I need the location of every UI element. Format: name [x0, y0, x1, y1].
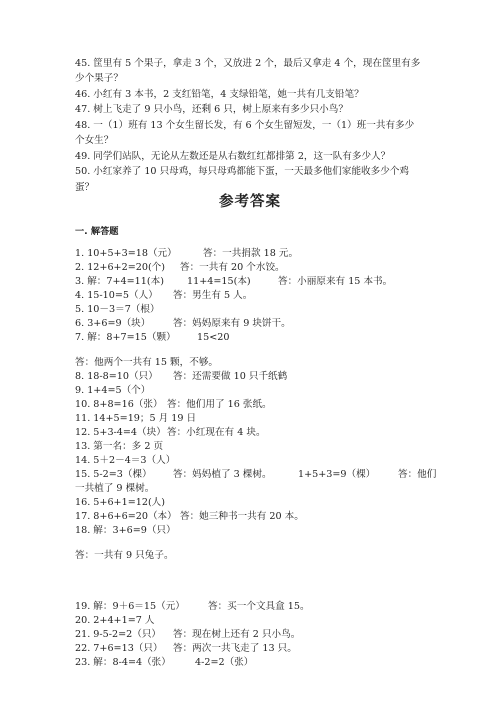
answer-text: 答：两次一共飞走了 13 只。 [173, 643, 297, 654]
answer-expr: 14. 5＋2－4＝3（人） [75, 455, 176, 466]
answer-expr: 5. 10－3＝7（根） [75, 304, 160, 315]
answer-expr: 10. 8+8=16（张） [75, 399, 163, 410]
question-line: 45. 筐里有 5 个果子，拿走 3 个，又放进 2 个，最后又拿走 4 个，现在筐里有多 [75, 58, 421, 69]
answer-expr: 4. 15-10=5（人） [75, 290, 158, 301]
question-line: 蛋？ [75, 182, 95, 193]
section-title: 一. 解答题 [75, 226, 119, 237]
answer-text: 答：他两个一共有 15 颗，不够。 [75, 357, 219, 368]
answer-text: 答：小红现在有 4 块。 [167, 427, 266, 438]
answer-text: 一共植了 9 棵树。 [75, 483, 155, 494]
answer-text: 答：一共有 20 个水饺。 [180, 262, 285, 273]
answer-expr: 17. 8+6+6=20（本） [75, 511, 177, 522]
answer-mid: 1+5+3=9（棵） [298, 469, 376, 480]
answer-text: 答：妈妈植了 3 棵树。 [173, 469, 272, 480]
answer-text: 答：买一个文具盒 15。 [208, 601, 310, 612]
question-line: 46. 小红有 3 本书，2 支红铅笔，4 支绿铅笔，她一共有几支铅笔？ [75, 89, 364, 100]
answer-expr: 1. 10+5+3=18（元） [75, 248, 177, 259]
answer-expr: 9. 1+4=5（个） [75, 385, 151, 396]
question-line: 47. 树上飞走了 9 只小鸟，还剩 6 只，树上原来有多少只小鸟？ [75, 104, 348, 115]
answer-expr: 8. 18-8=10（只） [75, 371, 158, 382]
answer-text: 答：她三种书一共有 20 本。 [180, 511, 304, 522]
answer-text: 答：一共捐款 18 元。 [203, 248, 299, 259]
answer-expr: 18. 解：3+6=9（只） [75, 525, 176, 536]
answer-expr: 20. 2+4+1=7 人 [75, 615, 155, 626]
answer-text: 答：还需要做 10 只千纸鹤 [173, 371, 288, 382]
answer-text: 答：妈妈原来有 9 块饼干。 [173, 318, 291, 329]
answer-expr: 7. 解：8+7=15（颗） [75, 332, 176, 343]
answer-text: 答：他们用了 16 张纸。 [167, 399, 272, 410]
answer-text: 答：他们 [398, 469, 437, 480]
answer-mid: 11+4=15(本) [187, 276, 251, 287]
answer-text: 答：一共有 9 只兔子。 [75, 550, 174, 561]
answer-expr: 2. 12+6+2=20(个) [75, 262, 166, 273]
answer-mid: 4-2=2（张） [195, 657, 254, 668]
answer-expr: 15. 5-2=3（棵） [75, 469, 152, 480]
answer-expr: 3. 解：7+4=11(本) [75, 276, 164, 287]
answer-text: 答：小丽原来有 15 本书。 [278, 276, 393, 287]
question-line: 个女生？ [75, 135, 114, 146]
question-line: 48. 一（1）班有 13 个女生留长发，有 6 个女生留短发，一（1）班一共有多少 [75, 120, 415, 131]
answer-title: 参考答案 [219, 193, 281, 210]
answer-expr: 19. 解：9＋6＝15（元） [75, 601, 185, 612]
question-line: 少个果子？ [75, 73, 123, 84]
answer-text: 答：男生有 5 人。 [173, 290, 253, 301]
answer-expr: 6. 3+6=9（块） [75, 318, 151, 329]
answer-text: 答：现在树上还有 2 只小鸟。 [173, 629, 301, 640]
answer-expr: 12. 5+3-4=4（块） [75, 427, 166, 438]
question-line: 50. 小红家养了 10 只母鸡，每只母鸡都能下蛋，一天最多他们家能收多少个鸡 [75, 166, 410, 177]
answer-expr: 16. 5+6+1=12(人) [75, 497, 166, 508]
answer-expr: 22. 7+6=13（只） [75, 643, 163, 654]
answer-expr: 11. 14+5=19；5 月 19 日 [75, 413, 197, 424]
answer-expr: 21. 9-5-2=2（只） [75, 629, 162, 640]
question-line: 49. 同学们站队，无论从左数还是从右数红红都排第 2，这一队有多少人？ [75, 151, 391, 162]
answer-expr: 13. 第一名：多 2 页 [75, 441, 164, 452]
answer-expr: 23. 解：8-4=4（张） [75, 657, 171, 668]
answer-mid: 15<20 [197, 332, 230, 343]
